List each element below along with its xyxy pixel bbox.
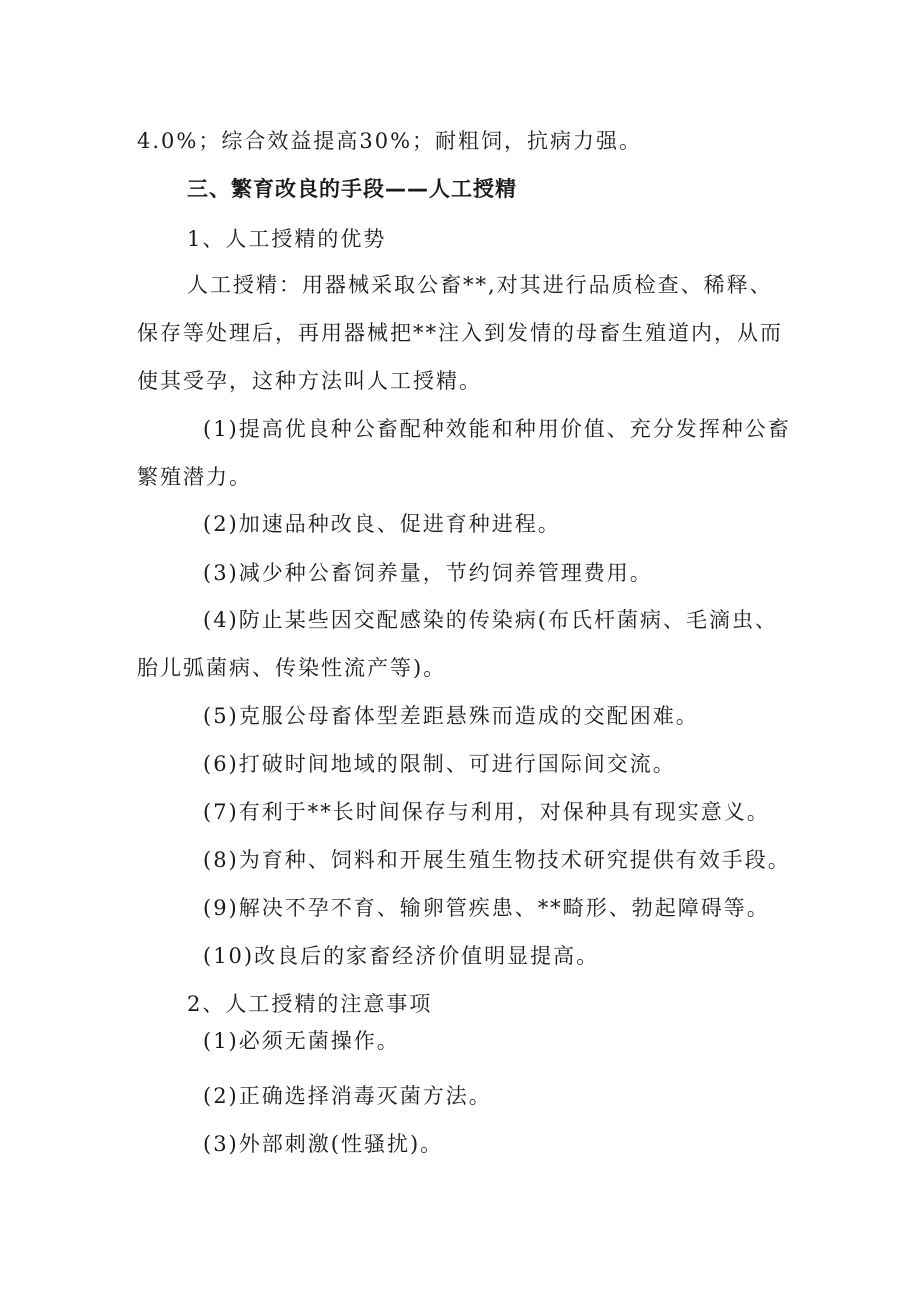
- precaution-item-3: (3)外部刺激(性骚扰)。: [203, 1132, 444, 1156]
- paragraph-continuation: 4.0%；综合效益提高30%；耐粗饲，抗病力强。: [137, 129, 643, 153]
- precaution-item-2: (2)正确选择消毒灭菌方法。: [203, 1084, 492, 1108]
- subsection-heading-advantages: 1、人工授精的优势: [187, 227, 387, 251]
- advantage-item-1-line-1: (1)提高优良种公畜配种效能和种用价值、充分发挥种公畜: [203, 417, 791, 441]
- advantage-item-5: (5)克服公母畜体型差距悬殊而造成的交配困难。: [203, 704, 699, 728]
- definition-paragraph-line-1: 人工授精：用器械采取公畜**,对其进行品质检查、稀释、: [187, 273, 773, 297]
- definition-paragraph-line-3: 使其受孕，这种方法叫人工授精。: [137, 369, 482, 393]
- advantage-item-10: (10)改良后的家畜经济价值明显提高。: [203, 944, 600, 968]
- advantage-item-3: (3)减少种公畜饲养量，节约饲养管理费用。: [203, 561, 653, 585]
- advantage-item-1-line-2: 繁殖潜力。: [137, 465, 252, 489]
- precaution-item-1: (1)必须无菌操作。: [203, 1029, 400, 1053]
- advantage-item-8: (8)为育种、饲料和开展生殖生物技术研究提供有效手段。: [203, 848, 791, 872]
- advantage-item-7: (7)有利于**长时间保存与利用，对保种具有现实意义。: [203, 800, 770, 824]
- advantage-item-4-line-2: 胎儿弧菌病、传染性流产等)。: [137, 656, 447, 680]
- advantage-item-6: (6)打破时间地域的限制、可进行国际间交流。: [203, 752, 676, 776]
- section-heading: 三、繁育改良的手段——人工授精: [187, 177, 517, 201]
- advantage-item-9: (9)解决不孕不育、输卵管疾患、**畸形、勃起障碍等。: [203, 896, 770, 920]
- advantage-item-2: (2)加速品种改良、促进育种进程。: [203, 512, 561, 536]
- advantage-item-4-line-1: (4)防止某些因交配感染的传染病(布氏杆菌病、毛滴虫、: [203, 608, 778, 632]
- subsection-heading-precautions: 2、人工授精的注意事项: [187, 992, 433, 1016]
- definition-paragraph-line-2: 保存等处理后，再用器械把**注入到发情的母畜生殖道内，从而: [137, 321, 783, 345]
